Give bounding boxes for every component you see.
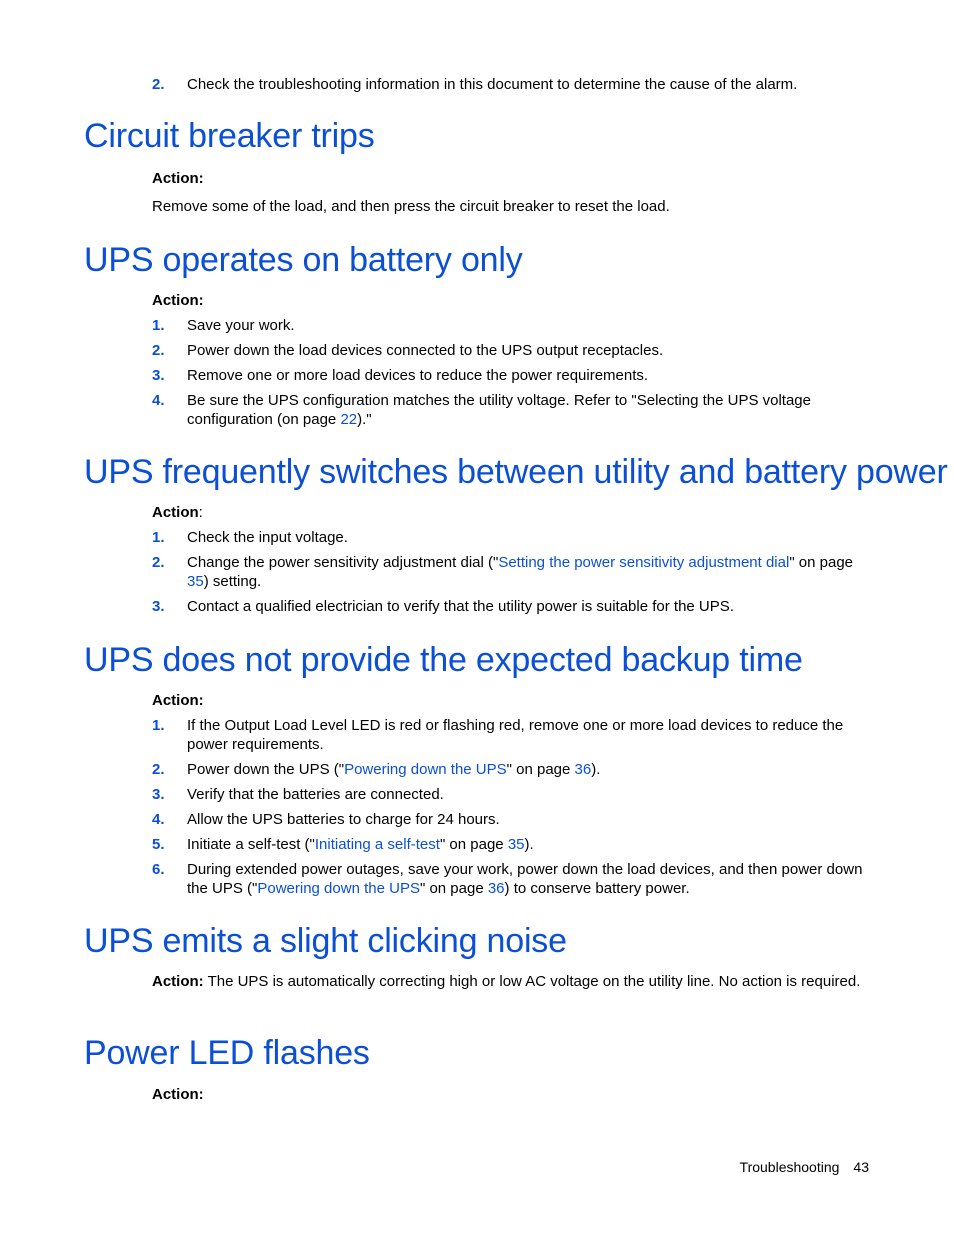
- list-item: [152, 597, 872, 616]
- action-body: The UPS is automatically correcting high or low AC voltage on the utility line. No action is required.: [203, 973, 861, 990]
- list-item: [152, 316, 872, 335]
- step-text: ).: [591, 761, 601, 778]
- page-link[interactable]: 36: [574, 761, 592, 778]
- step-text: " on page: [439, 836, 508, 853]
- step-number: 1.: [152, 317, 165, 334]
- step-text: Remove one or more load devices to reduce the power requirements.: [187, 367, 649, 384]
- action-label: Action:: [152, 292, 204, 309]
- list-item: [152, 528, 872, 547]
- heading-battery-only: UPS operates on battery only: [84, 241, 523, 279]
- step-text: Power down the load devices connected to the UPS output receptacles.: [187, 342, 664, 359]
- list-item: [152, 810, 872, 829]
- section-backup-time: [152, 691, 872, 898]
- list-item: [152, 553, 872, 591]
- heading-frequently-switches: UPS frequently switches between utility and battery power: [84, 453, 948, 491]
- list-item: [152, 835, 872, 854]
- list-item: [152, 366, 872, 385]
- step-text: During extended power outages, save your work, power down the load devices, and then power down the UPS (": [187, 861, 863, 897]
- top-step-list: [152, 75, 872, 94]
- step-number: 3.: [152, 367, 165, 384]
- step-text: If the Output Load Level LED is red or flashing red, remove one or more load devices to reduce the power requirements.: [187, 717, 844, 753]
- step-text: Verify that the batteries are connected.: [187, 786, 444, 803]
- step-number: 3.: [152, 598, 165, 615]
- heading-clicking-noise: UPS emits a slight clicking noise: [84, 922, 567, 960]
- step-text: Change the power sensitivity adjustment dial (": [187, 554, 499, 571]
- step-text: Check the troubleshooting information in this document to determine the cause of the alarm.: [187, 76, 798, 93]
- page-link[interactable]: 36: [487, 880, 505, 897]
- list-item: [152, 860, 872, 898]
- cross-ref-link[interactable]: Initiating a self-test: [314, 836, 440, 853]
- step-text: Be sure the UPS configuration matches the utility voltage. Refer to "Selecting the UPS voltage configuration (on page: [187, 392, 811, 428]
- list-item: [152, 75, 872, 94]
- action-label: Action:: [152, 170, 204, 187]
- heading-circuit-breaker-trips: Circuit breaker trips: [84, 117, 375, 155]
- page-link[interactable]: 22: [340, 411, 358, 428]
- list-item: [152, 391, 872, 429]
- section-battery-only: [152, 291, 872, 429]
- step-text: Contact a qualified electrician to verify that the utility power is suitable for the UPS.: [187, 598, 734, 615]
- step-number: 2.: [152, 554, 165, 571]
- step-number: 3.: [152, 786, 165, 803]
- step-number: 2.: [152, 761, 165, 778]
- page-footer: [740, 1158, 869, 1177]
- step-number: 4.: [152, 811, 165, 828]
- step-number: 1.: [152, 529, 165, 546]
- step-text: " on page: [419, 880, 488, 897]
- action-body: Remove some of the load, and then press the circuit breaker to reset the load.: [152, 198, 670, 215]
- step-number: 5.: [152, 836, 165, 853]
- list-item: [152, 341, 872, 360]
- heading-backup-time: UPS does not provide the expected backup time: [84, 641, 803, 679]
- page-link[interactable]: 35: [187, 573, 204, 590]
- action-label: Action:: [152, 1086, 204, 1103]
- section-power-led: [152, 1085, 872, 1104]
- step-number: 6.: [152, 861, 165, 878]
- step-text: " on page: [506, 761, 575, 778]
- cross-ref-link[interactable]: Setting the power sensitivity adjustment dial: [498, 554, 790, 571]
- step-number: 1.: [152, 717, 165, 734]
- footer-page-number: 43: [853, 1159, 869, 1175]
- step-text: Initiate a self-test (": [187, 836, 315, 853]
- action-label: Action:: [152, 692, 204, 709]
- step-text: Check the input voltage.: [187, 529, 348, 546]
- action-paragraph: [152, 972, 872, 991]
- action-label: Action:: [152, 973, 204, 990]
- action-label: Action: [152, 504, 199, 521]
- cross-ref-link[interactable]: Powering down the UPS: [257, 880, 420, 897]
- action-label-row: [152, 503, 872, 522]
- step-text: ).: [524, 836, 534, 853]
- footer-section-name: Troubleshooting: [739, 1159, 840, 1175]
- page-link[interactable]: 35: [507, 836, 525, 853]
- step-number: 4.: [152, 392, 165, 409]
- step-number: 2.: [152, 76, 165, 93]
- section-switches: [152, 503, 872, 616]
- step-text: ) setting.: [203, 573, 262, 590]
- list-item: [152, 785, 872, 804]
- section-clicking: [152, 972, 872, 991]
- heading-power-led-flashes: Power LED flashes: [84, 1034, 370, 1072]
- list-item: [152, 760, 872, 779]
- step-text: Save your work.: [187, 317, 295, 334]
- step-text: Allow the UPS batteries to charge for 24 hours.: [187, 811, 500, 828]
- step-text: " on page: [789, 554, 854, 571]
- step-text: ).": [357, 411, 372, 428]
- action-colon: :: [198, 504, 203, 521]
- cross-ref-link[interactable]: Powering down the UPS: [344, 761, 507, 778]
- section-circuit-breaker: [152, 169, 872, 216]
- list-item: [152, 716, 872, 754]
- step-number: 2.: [152, 342, 165, 359]
- step-text: ) to conserve battery power.: [504, 880, 690, 897]
- step-text: Power down the UPS (": [187, 761, 345, 778]
